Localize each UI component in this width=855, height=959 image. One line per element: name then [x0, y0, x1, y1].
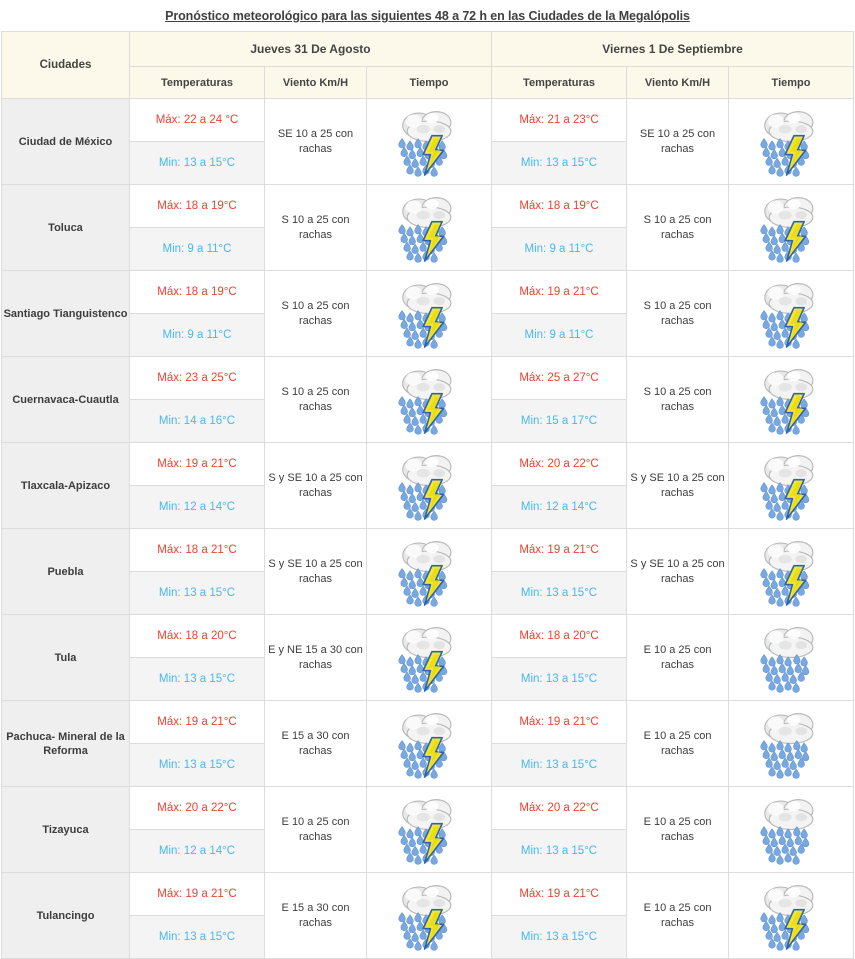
city-name: Ciudad de México	[2, 99, 130, 185]
day1-wind: S 10 a 25 con rachas	[265, 357, 367, 443]
thunderstorm-rain-icon	[367, 788, 491, 872]
day1-max-temp: Máx: 22 a 24 °C	[130, 99, 265, 142]
rain-icon	[729, 616, 853, 700]
header-day-1: Jueves 31 De Agosto	[130, 32, 492, 67]
table-row	[2, 443, 854, 486]
day1-wind: E y NE 15 a 30 con rachas	[265, 615, 367, 701]
day2-max-temp: Máx: 20 a 22°C	[492, 443, 627, 486]
thunderstorm-rain-icon	[729, 100, 853, 184]
day1-max-temp: Máx: 18 a 21°C	[130, 529, 265, 572]
day1-max-temp: Máx: 18 a 19°C	[130, 185, 265, 228]
table-row	[2, 185, 854, 228]
day2-wind: S 10 a 25 con rachas	[627, 357, 729, 443]
day2-sky-cell	[729, 357, 854, 443]
day2-sky-cell	[729, 873, 854, 959]
thunderstorm-rain-icon	[367, 444, 491, 528]
day1-min-temp: Min: 14 a 16°C	[130, 400, 265, 443]
city-name: Tulancingo	[2, 873, 130, 959]
header-day2-temperatures: Temperaturas	[492, 67, 627, 99]
day1-sky-cell	[367, 357, 492, 443]
day1-min-temp: Min: 12 a 14°C	[130, 486, 265, 529]
city-name: Toluca	[2, 185, 130, 271]
day1-sky-cell	[367, 787, 492, 873]
day2-sky-cell	[729, 701, 854, 787]
day2-sky-cell	[729, 443, 854, 529]
day2-wind: SE 10 a 25 con rachas	[627, 99, 729, 185]
day1-max-temp: Máx: 18 a 20°C	[130, 615, 265, 658]
day2-wind: S y SE 10 a 25 con rachas	[627, 529, 729, 615]
forecast-table	[1, 31, 854, 959]
table-row	[2, 99, 854, 142]
day1-max-temp: Máx: 19 a 21°C	[130, 701, 265, 744]
day1-min-temp: Min: 13 a 15°C	[130, 658, 265, 701]
day2-min-temp: Min: 13 a 15°C	[492, 744, 627, 787]
table-body	[2, 99, 854, 959]
day2-min-temp: Min: 12 a 14°C	[492, 486, 627, 529]
day2-wind: S 10 a 25 con rachas	[627, 185, 729, 271]
day1-wind: S y SE 10 a 25 con rachas	[265, 529, 367, 615]
rain-icon	[729, 788, 853, 872]
day2-min-temp: Min: 13 a 15°C	[492, 658, 627, 701]
city-name: Tlaxcala-Apizaco	[2, 443, 130, 529]
day1-min-temp: Min: 13 a 15°C	[130, 916, 265, 959]
day2-max-temp: Máx: 18 a 19°C	[492, 185, 627, 228]
day2-sky-cell	[729, 99, 854, 185]
thunderstorm-rain-icon	[729, 874, 853, 958]
table-row	[2, 271, 854, 314]
thunderstorm-rain-icon	[367, 702, 491, 786]
city-name: Santiago Tianguistenco	[2, 271, 130, 357]
header-day1-temperatures: Temperaturas	[130, 67, 265, 99]
day1-sky-cell	[367, 443, 492, 529]
thunderstorm-rain-icon	[367, 100, 491, 184]
table-row	[2, 357, 854, 400]
thunderstorm-rain-icon	[367, 874, 491, 958]
day2-max-temp: Máx: 19 a 21°C	[492, 701, 627, 744]
thunderstorm-rain-icon	[367, 530, 491, 614]
day1-wind: S 10 a 25 con rachas	[265, 185, 367, 271]
table-row	[2, 615, 854, 658]
header-day2-wind: Viento Km/H	[627, 67, 729, 99]
day2-wind: S 10 a 25 con rachas	[627, 271, 729, 357]
day2-min-temp: Min: 13 a 15°C	[492, 916, 627, 959]
day1-min-temp: Min: 13 a 15°C	[130, 572, 265, 615]
day2-sky-cell	[729, 271, 854, 357]
table-row	[2, 873, 854, 916]
day1-sky-cell	[367, 271, 492, 357]
thunderstorm-rain-icon	[729, 530, 853, 614]
day1-max-temp: Máx: 19 a 21°C	[130, 873, 265, 916]
day2-max-temp: Máx: 21 a 23°C	[492, 99, 627, 142]
city-name: Tizayuca	[2, 787, 130, 873]
day1-sky-cell	[367, 615, 492, 701]
day1-wind: SE 10 a 25 con rachas	[265, 99, 367, 185]
thunderstorm-rain-icon	[367, 358, 491, 442]
day2-max-temp: Máx: 18 a 20°C	[492, 615, 627, 658]
day2-max-temp: Máx: 25 a 27°C	[492, 357, 627, 400]
day1-min-temp: Min: 13 a 15°C	[130, 142, 265, 185]
day2-sky-cell	[729, 529, 854, 615]
city-name: Puebla	[2, 529, 130, 615]
day1-wind: S 10 a 25 con rachas	[265, 271, 367, 357]
day1-sky-cell	[367, 701, 492, 787]
city-name: Tula	[2, 615, 130, 701]
header-day-2: Viernes 1 De Septiembre	[492, 32, 854, 67]
day1-max-temp: Máx: 20 a 22°C	[130, 787, 265, 830]
city-name: Pachuca- Mineral de la Reforma	[2, 701, 130, 787]
table-row	[2, 787, 854, 830]
thunderstorm-rain-icon	[729, 272, 853, 356]
day2-min-temp: Min: 13 a 15°C	[492, 572, 627, 615]
day2-max-temp: Máx: 19 a 21°C	[492, 529, 627, 572]
thunderstorm-rain-icon	[367, 616, 491, 700]
day2-wind: E 10 a 25 con rachas	[627, 701, 729, 787]
table-header	[2, 32, 854, 99]
day1-sky-cell	[367, 99, 492, 185]
day2-min-temp: Min: 13 a 15°C	[492, 830, 627, 873]
day1-wind: E 15 a 30 con rachas	[265, 701, 367, 787]
day2-sky-cell	[729, 787, 854, 873]
day2-wind: S y SE 10 a 25 con rachas	[627, 443, 729, 529]
header-day1-wind: Viento Km/H	[265, 67, 367, 99]
day1-max-temp: Máx: 23 a 25°C	[130, 357, 265, 400]
day2-min-temp: Min: 9 a 11°C	[492, 228, 627, 271]
thunderstorm-rain-icon	[367, 186, 491, 270]
table-row	[2, 701, 854, 744]
day2-min-temp: Min: 9 a 11°C	[492, 314, 627, 357]
day2-wind: E 10 a 25 con rachas	[627, 615, 729, 701]
day2-max-temp: Máx: 19 a 21°C	[492, 271, 627, 314]
thunderstorm-rain-icon	[367, 272, 491, 356]
header-day1-sky: Tiempo	[367, 67, 492, 99]
city-name: Cuernavaca-Cuautla	[2, 357, 130, 443]
day1-min-temp: Min: 12 a 14°C	[130, 830, 265, 873]
day1-sky-cell	[367, 529, 492, 615]
header-cities: Ciudades	[2, 32, 130, 99]
day2-sky-cell	[729, 615, 854, 701]
day2-wind: E 10 a 25 con rachas	[627, 873, 729, 959]
day1-min-temp: Min: 13 a 15°C	[130, 744, 265, 787]
day2-sky-cell	[729, 185, 854, 271]
day1-max-temp: Máx: 19 a 21°C	[130, 443, 265, 486]
thunderstorm-rain-icon	[729, 444, 853, 528]
page-title: Pronóstico meteorológico para las siguientes 48 a 72 h en las Ciudades de la Megalópolis	[165, 9, 690, 23]
day1-wind: E 10 a 25 con rachas	[265, 787, 367, 873]
day2-max-temp: Máx: 19 a 21°C	[492, 873, 627, 916]
day2-min-temp: Min: 15 a 17°C	[492, 400, 627, 443]
day1-max-temp: Máx: 18 a 19°C	[130, 271, 265, 314]
table-row	[2, 529, 854, 572]
day1-sky-cell	[367, 873, 492, 959]
day1-wind: E 15 a 30 con rachas	[265, 873, 367, 959]
day1-min-temp: Min: 9 a 11°C	[130, 314, 265, 357]
day2-max-temp: Máx: 20 a 22°C	[492, 787, 627, 830]
day1-sky-cell	[367, 185, 492, 271]
thunderstorm-rain-icon	[729, 186, 853, 270]
rain-icon	[729, 702, 853, 786]
day2-wind: E 10 a 25 con rachas	[627, 787, 729, 873]
day2-min-temp: Min: 13 a 15°C	[492, 142, 627, 185]
thunderstorm-rain-icon	[729, 358, 853, 442]
day1-min-temp: Min: 9 a 11°C	[130, 228, 265, 271]
day1-wind: S y SE 10 a 25 con rachas	[265, 443, 367, 529]
header-day2-sky: Tiempo	[729, 67, 854, 99]
